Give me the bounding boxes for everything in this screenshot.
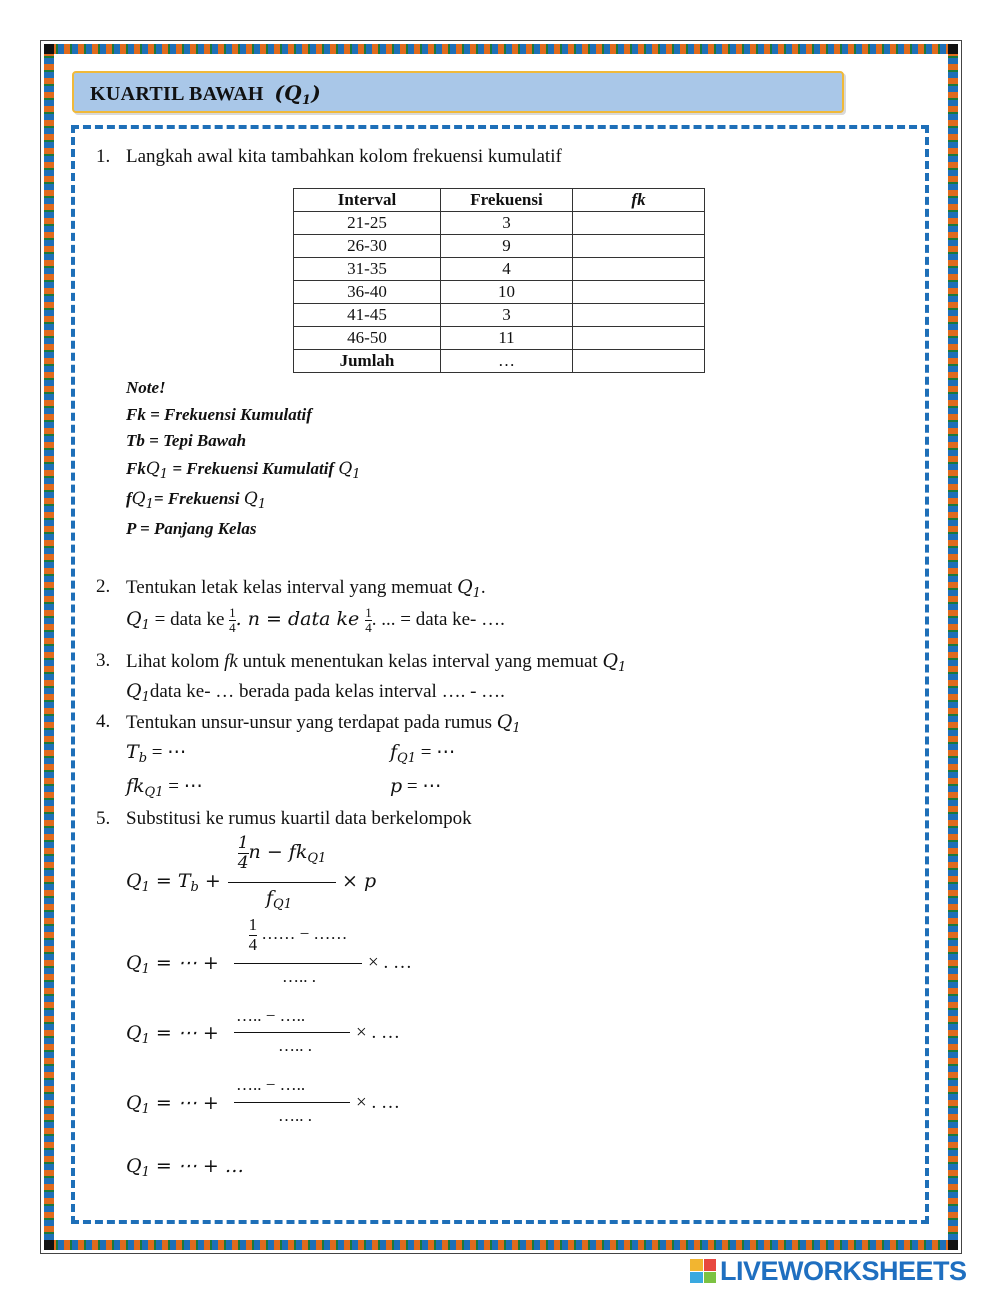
title-banner	[72, 71, 844, 113]
border-stripe-bottom	[44, 1240, 958, 1250]
p-answer[interactable]: p = ⋯	[390, 775, 442, 797]
times-blank[interactable]: × . …	[356, 1022, 400, 1043]
note-fk: Fk = Frekuensi Kumulatif	[126, 405, 312, 424]
substitution-line: $Q_1$ = ⋯ +	[126, 1092, 219, 1117]
formula-times: × p	[342, 870, 377, 892]
fq1-answer[interactable]: $f_{Q1}$ = ⋯	[390, 741, 456, 766]
logo-grid-icon	[690, 1259, 716, 1283]
table-header-row	[294, 189, 705, 212]
step3-answer-line[interactable]: $Q_1data$ ke- … berada pada kelas interval …. - ….	[126, 680, 505, 705]
table-row: 46-50 11	[294, 327, 705, 350]
fk-input-cell[interactable]	[573, 258, 705, 281]
frequency-table	[293, 188, 705, 373]
fk-input-cell[interactable]	[573, 327, 705, 350]
note-fkq1: FkQ$_1$ = Frekuensi Kumulatif $Q_1$	[126, 459, 361, 482]
step3-text: Lihat kolom fk untuk menentukan kelas interval yang memuat $Q_1$	[126, 650, 627, 675]
fraction-line	[234, 1032, 350, 1033]
substitution-line: $Q_1$ = ⋯ +	[126, 1022, 219, 1047]
times-blank[interactable]: × . …	[368, 952, 412, 973]
total-frekuensi-input[interactable]: …	[441, 350, 573, 373]
note-heading: Note!	[126, 378, 166, 397]
fk-input-cell[interactable]	[573, 281, 705, 304]
step-number: 3.	[96, 650, 111, 671]
border-stripe-right	[948, 44, 958, 1250]
numerator-blank[interactable]: ….. − …..	[236, 1075, 306, 1094]
tb-answer[interactable]: $T_b$ = ⋯	[126, 741, 187, 766]
header-frekuensi: Frekuensi	[441, 189, 573, 212]
step2-formula: $Q_1$ = data ke $\frac{1}{4}$ . n = data ke $\frac{1}{4}$ . ... = data ke- ….	[126, 605, 505, 636]
table-row: 41-45 3	[294, 304, 705, 327]
header-fk: fk	[573, 189, 705, 212]
page-title: KUARTIL BAWAH $(Q_1)$	[90, 81, 322, 108]
denominator-blank[interactable]: ….. .	[278, 1036, 312, 1055]
table-row: 26-30 9	[294, 235, 705, 258]
note-fq1: $fQ_1=$ Frekuensi $Q_1$	[126, 489, 267, 512]
fk-input-cell[interactable]	[573, 235, 705, 258]
formula-denominator: $f_{Q1}$	[266, 887, 292, 912]
step-number: 4.	[96, 711, 111, 732]
title-symbol: $(Q_1)$	[274, 81, 322, 108]
corner-ornament	[44, 1240, 54, 1250]
table-total-row	[294, 350, 705, 373]
border-stripe-left	[44, 44, 54, 1250]
table-row: 21-25 3	[294, 212, 705, 235]
corner-ornament	[44, 44, 54, 54]
formula-lhs: $Q_1 = T_b$ +	[126, 870, 221, 895]
corner-ornament	[948, 44, 958, 54]
fraction-line	[234, 963, 362, 964]
watermark-text: LIVEWORKSHEETS	[720, 1255, 967, 1286]
times-blank[interactable]: × . …	[356, 1092, 400, 1113]
note-tb: Tb = Tepi Bawah	[126, 431, 247, 450]
fk-input-cell[interactable]	[573, 304, 705, 327]
fraction-line	[228, 882, 336, 883]
table-row: 36-40 10	[294, 281, 705, 304]
table-row: 31-35 4	[294, 258, 705, 281]
step1-text: Langkah awal kita tambahkan kolom frekuensi kumulatif	[126, 146, 562, 167]
denominator-blank[interactable]: ….. .	[282, 967, 316, 986]
numerator-blank[interactable]: ….. − …..	[236, 1006, 306, 1025]
border-stripe-top	[44, 44, 958, 54]
final-answer-line[interactable]: $Q_1$ = ⋯ + …	[126, 1155, 244, 1180]
liveworksheets-logo	[690, 1256, 967, 1286]
note-p: P = Panjang Kelas	[126, 519, 257, 538]
fkq1-answer[interactable]: $fk_{Q1}$ = ⋯	[126, 775, 203, 800]
corner-ornament	[948, 1240, 958, 1250]
step-number: 1.	[96, 146, 111, 167]
header-interval: Interval	[294, 189, 441, 212]
total-label: Jumlah	[294, 350, 441, 373]
fraction-line	[234, 1102, 350, 1103]
denominator-blank[interactable]: ….. .	[278, 1106, 312, 1125]
formula-fraction: $\frac{1}{4}$ $n - fk_{Q1}$	[237, 833, 327, 873]
step4-text: Tentukan unsur-unsur yang terdapat pada rumus $Q_1$	[126, 711, 521, 736]
step2-text: Tentukan letak kelas interval yang memuat $Q_1$.	[126, 576, 486, 601]
substitution-line: $Q_1$ = ⋯ +	[126, 952, 219, 977]
fk-input-cell[interactable]	[573, 212, 705, 235]
step-number: 2.	[96, 576, 111, 597]
fraction-one-quarter: $\frac{1}{4}$	[365, 605, 372, 636]
fraction-one-quarter: $\frac{1}{4}$	[229, 605, 236, 636]
total-fk-input[interactable]	[573, 350, 705, 373]
step2-answer-blank[interactable]: . ... = data ke- ….	[371, 609, 505, 631]
step-number: 5.	[96, 808, 111, 829]
step5-text: Substitusi ke rumus kuartil data berkelompok	[126, 808, 472, 829]
substitution-fraction[interactable]: $\frac{1}{4}$ …… − ……	[248, 915, 348, 954]
